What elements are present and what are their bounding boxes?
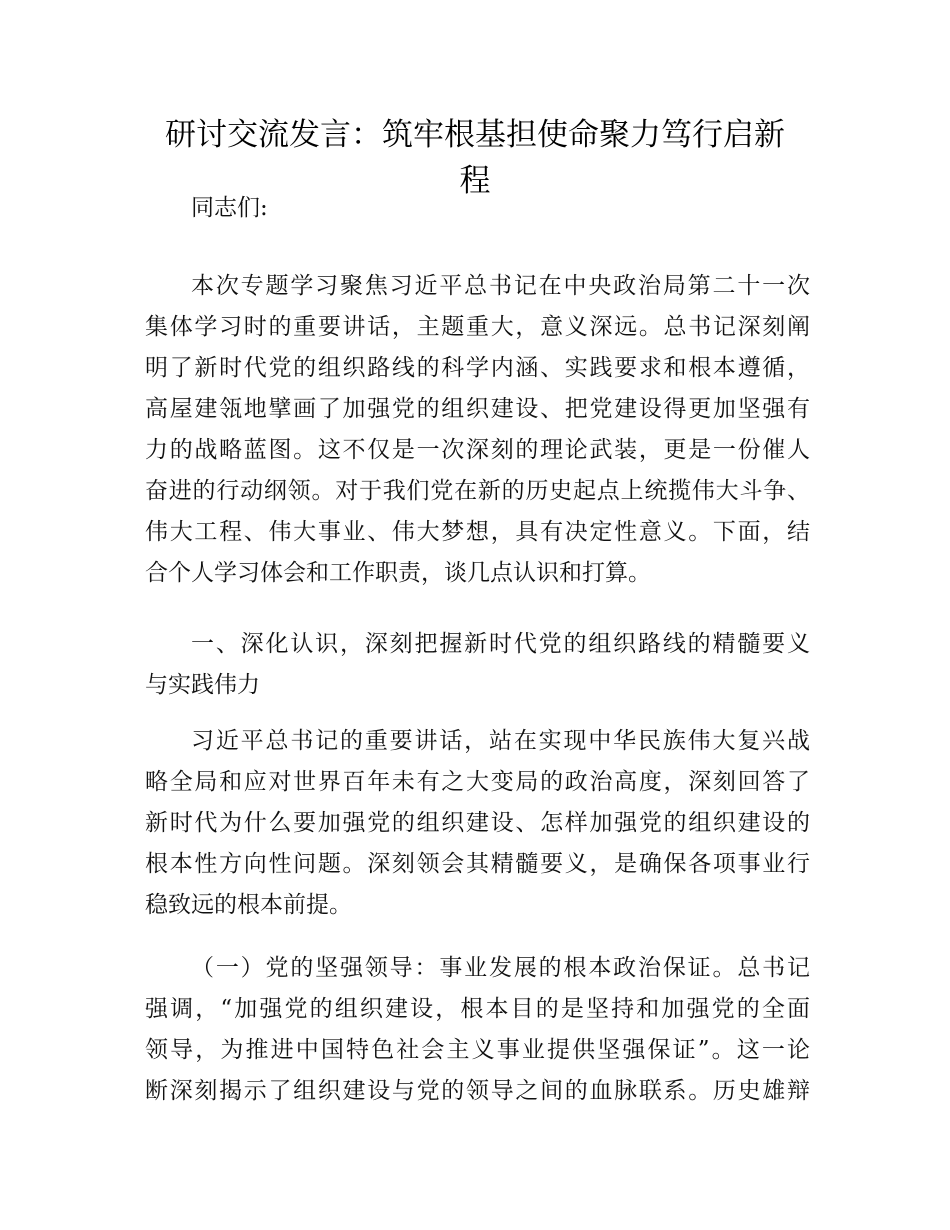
text-line: 领导，为推进中国特色社会主义事业提供坚强保证”。这一论 (145, 1037, 810, 1063)
section-heading-1 (145, 624, 810, 706)
text-line: 习近平总书记的重要讲话，站在实现中华民族伟大复兴战 (191, 728, 810, 754)
text-line: 集体学习时的重要讲话，主题重大，意义深远。总书记深刻阐 (145, 314, 810, 340)
title-line: 程 (459, 163, 491, 199)
text-line: （一）党的坚强领导：事业发展的根本政治保证。总书记 (191, 955, 810, 981)
text-line: 根本性方向性问题。深刻领会其精髓要义，是确保各项事业行 (145, 851, 810, 877)
text-line: 伟大工程、伟大事业、伟大梦想，具有决定性意义。下面，结 (145, 519, 810, 545)
text-line: 与实践伟力 (145, 672, 260, 698)
paragraph-subsection-1 (145, 948, 810, 1112)
salutation-paragraph (145, 188, 810, 229)
text-line: 本次专题学习聚焦习近平总书记在中央政治局第二十一次 (191, 273, 810, 299)
text-line: 奋进的行动纲领。对于我们党在新的历史起点上统揽伟大斗争、 (145, 478, 810, 504)
text-line: 合个人学习体会和工作职责，谈几点认识和打算。 (145, 560, 651, 586)
text-line: 力的战略蓝图。这不仅是一次深刻的理论武装，更是一份催人 (145, 437, 810, 463)
text-line: 稳致远的根本前提。 (145, 892, 352, 918)
text-line: 断深刻揭示了组织建设与党的领导之间的血脉联系。历史雄辩 (145, 1078, 810, 1104)
text-line: 新时代为什么要加强党的组织建设、怎样加强党的组织建设的 (145, 810, 810, 836)
text-line: 略全局和应对世界百年未有之大变局的政治高度，深刻回答了 (145, 769, 810, 795)
title-line: 研讨交流发言：筑牢根基担使命聚力笃行启新 (165, 117, 785, 153)
text-line: 高屋建瓴地擘画了加强党的组织建设、把党建设得更加坚强有 (145, 396, 810, 422)
text-line: 一、深化认识，深刻把握新时代党的组织路线的精髓要义 (191, 631, 810, 657)
paragraph-intro (145, 266, 810, 594)
paragraph-section-1 (145, 721, 810, 926)
salutation: 同志们: (191, 195, 268, 221)
text-line: 明了新时代党的组织路线的科学内涵、实践要求和根本遵循， (145, 355, 810, 381)
text-line: 强调，“加强党的组织建设，根本目的是坚持和加强党的全面 (145, 996, 810, 1022)
